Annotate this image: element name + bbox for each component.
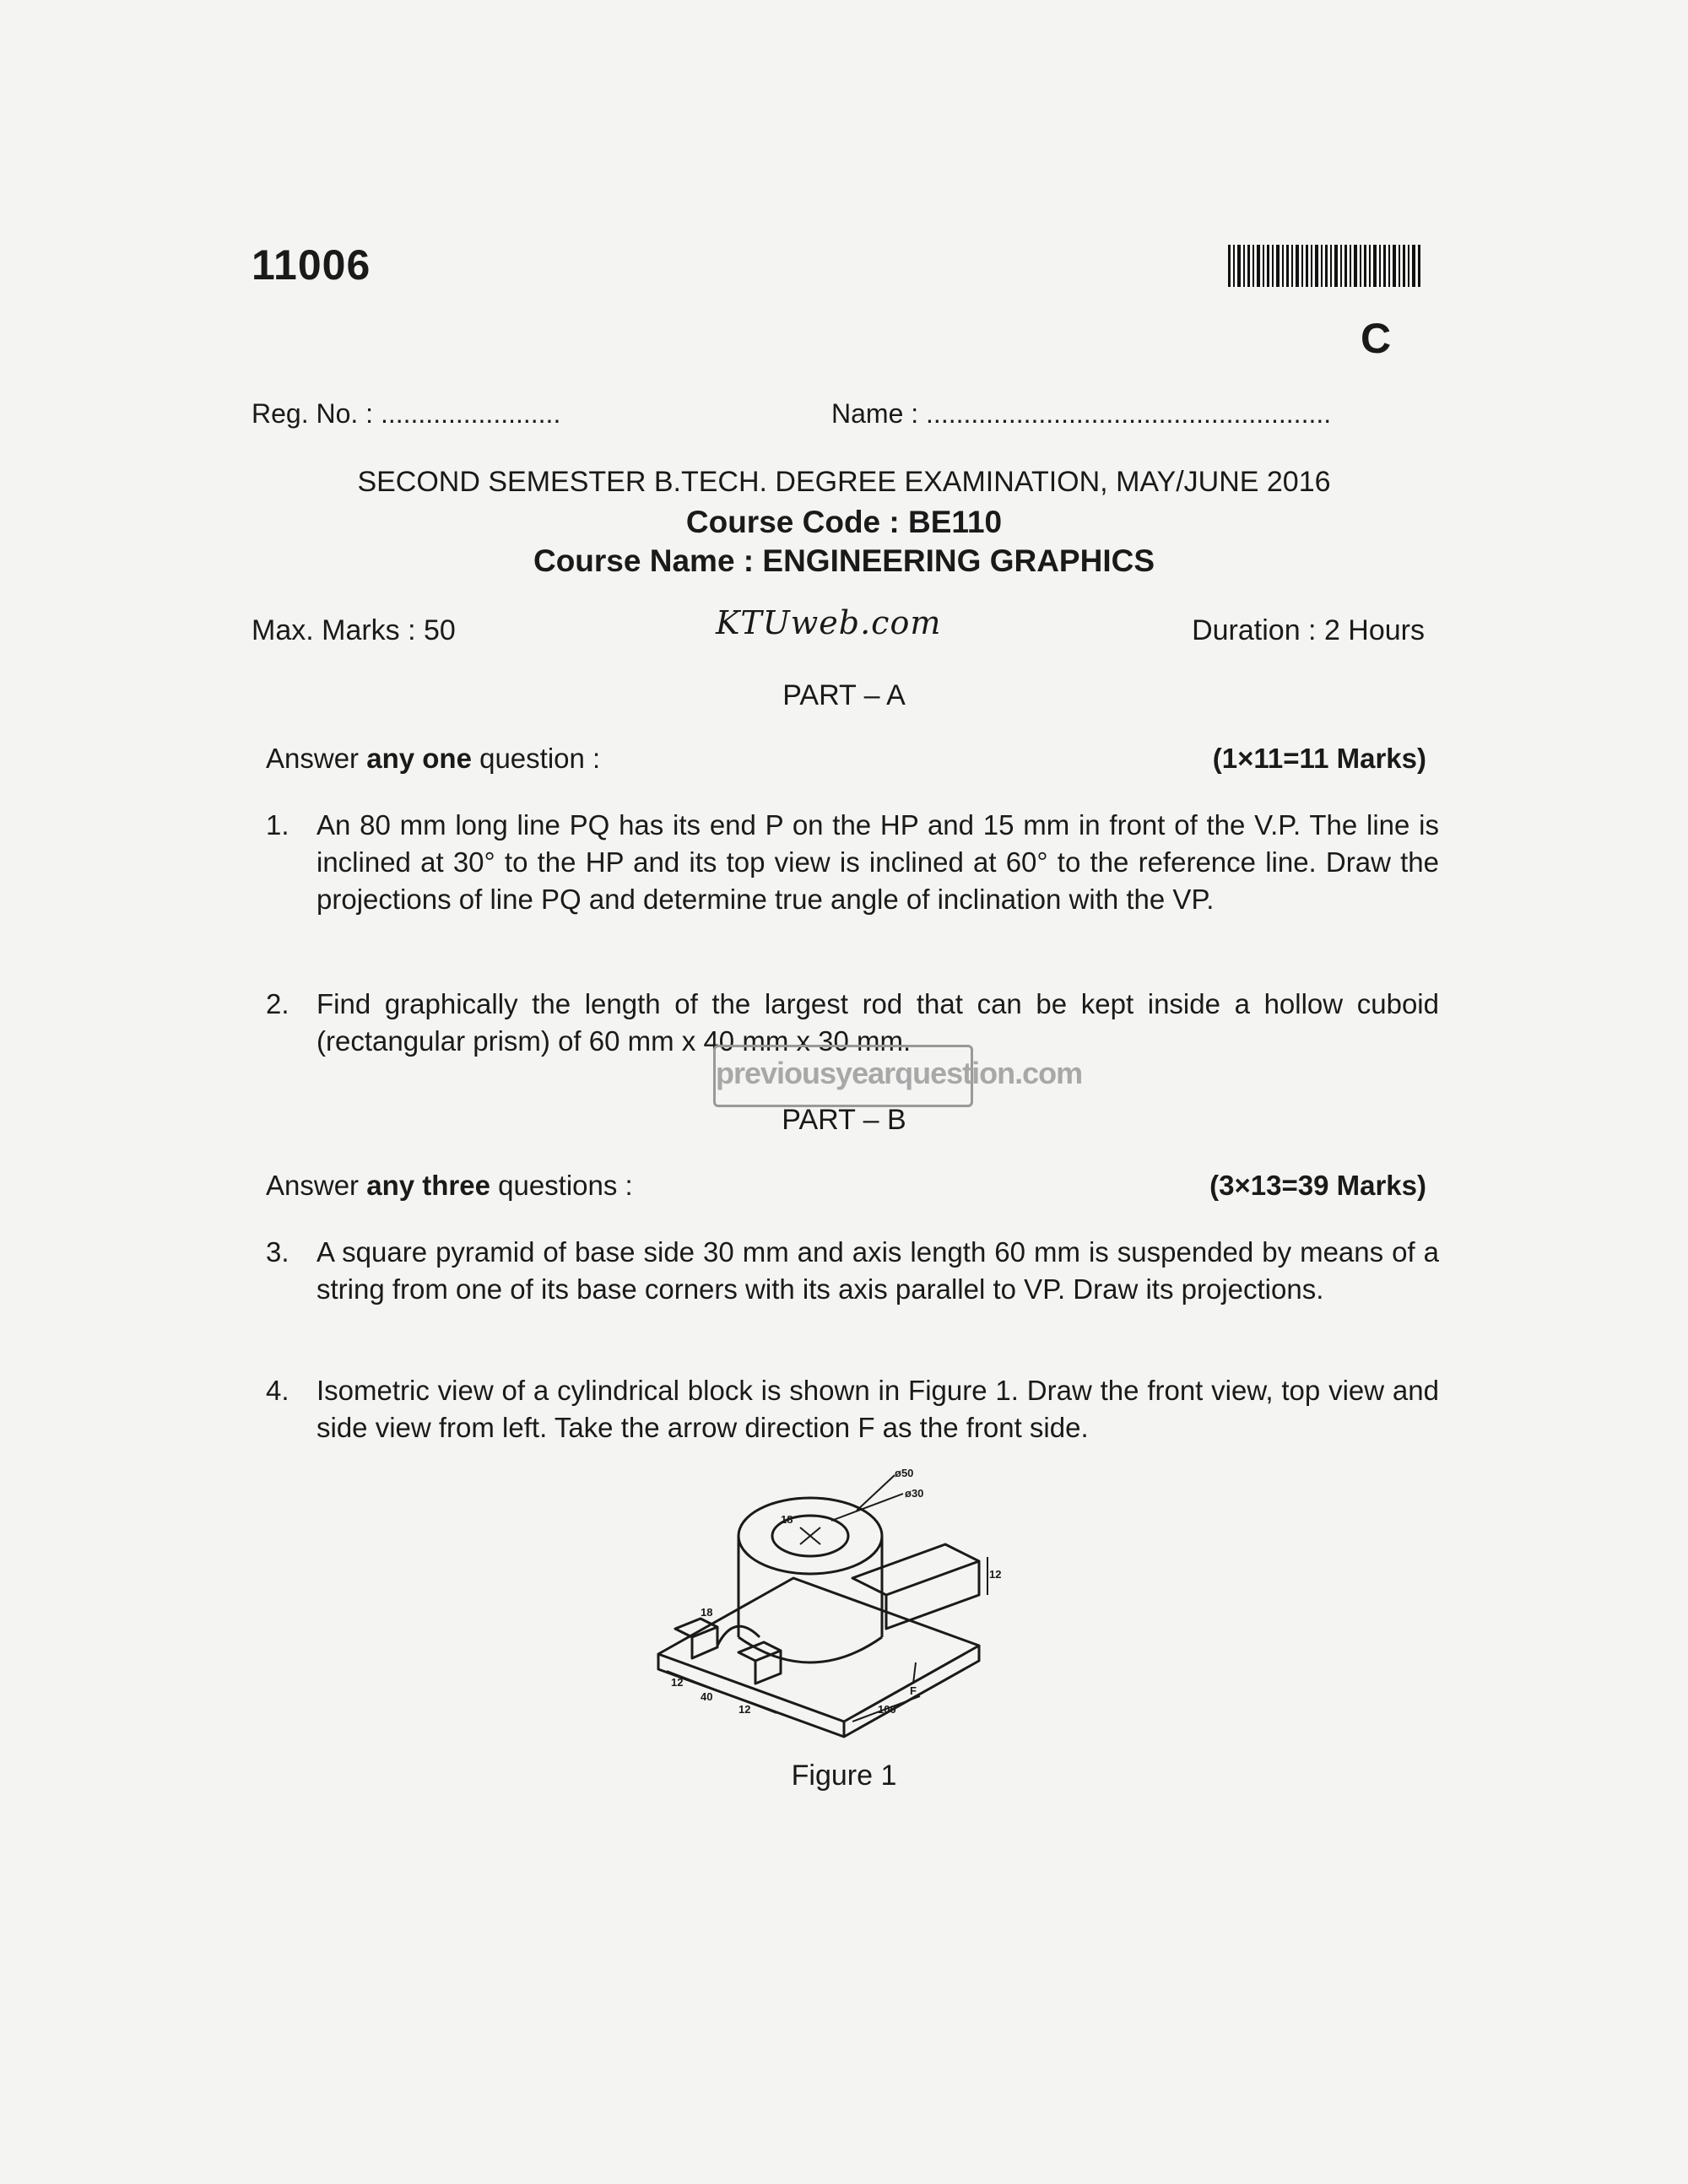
part-a-instruction	[266, 743, 600, 775]
dim-label: 100	[878, 1703, 896, 1716]
name-field: Name : ......................................................	[831, 398, 1332, 429]
barcode	[1228, 245, 1422, 287]
dim-label: F	[910, 1684, 917, 1697]
max-marks: Max. Marks : 50	[252, 614, 456, 646]
instruction-text: Answer	[266, 1170, 367, 1201]
dim-label: 40	[701, 1690, 713, 1703]
figure-1-isometric-drawing	[641, 1468, 1013, 1738]
instruction-emphasis: any one	[366, 743, 472, 774]
question-number: 4.	[266, 1375, 289, 1406]
question-text: Find graphically the length of the largest rod that can be kept inside a hollow cuboid (rectangular prism) of 60 mm x 40 mm x 30 mm.	[316, 988, 1439, 1057]
exam-title: SECOND SEMESTER B.TECH. DEGREE EXAMINATION, MAY/JUNE 2016	[357, 466, 1331, 498]
question-text: Isometric view of a cylindrical block is shown in Figure 1. Draw the front view, top view and side view from left. Take the arrow direction F as the front side.	[316, 1375, 1439, 1443]
instruction-text: question :	[471, 743, 601, 774]
dim-label: 18	[701, 1606, 713, 1619]
instruction-text: questions :	[490, 1170, 633, 1201]
course-code: Course Code : BE110	[685, 505, 1003, 539]
part-a-marks: (1×11=11 Marks)	[1212, 743, 1426, 774]
question-text: An 80 mm long line PQ has its end P on the HP and 15 mm in front of the V.P. The line is inclined at 30° to the HP and its top view is inclined at 60° to the reference line. Draw the projections of line PQ and determine true angle of inclination with the VP.	[316, 809, 1439, 915]
course-name: Course Name : ENGINEERING GRAPHICS	[533, 543, 1155, 578]
question-number: 3.	[266, 1236, 289, 1268]
dim-label: ø50	[895, 1468, 914, 1479]
question-4	[266, 1372, 1439, 1446]
figure-caption: Figure 1	[791, 1760, 897, 1792]
watermark: previousyearquestion.com	[713, 1045, 973, 1107]
question-number: 1.	[266, 809, 289, 841]
dim-label: 12	[671, 1676, 684, 1689]
question-paper-version: C	[1361, 315, 1392, 362]
question-3	[266, 1234, 1439, 1308]
part-b-heading: PART – B	[782, 1104, 906, 1136]
dim-label: 18	[781, 1513, 793, 1526]
question-1	[266, 807, 1439, 918]
handwritten-note: KTUweb.com	[716, 604, 942, 641]
question-number: 2.	[266, 988, 289, 1019]
part-b-instruction	[266, 1170, 633, 1202]
part-a-heading: PART – A	[782, 679, 906, 711]
paper-code: 11006	[252, 241, 371, 289]
dim-label: 12	[738, 1703, 751, 1716]
instruction-emphasis: any three	[366, 1170, 490, 1201]
dim-label: 12	[989, 1568, 1002, 1581]
dim-label: ø30	[905, 1487, 924, 1500]
instruction-text: Answer	[266, 743, 367, 774]
duration: Duration : 2 Hours	[1192, 614, 1425, 646]
question-text: A square pyramid of base side 30 mm and axis length 60 mm is suspended by means of a string from one of its base corners with its axis parallel to VP. Draw its projections.	[316, 1236, 1439, 1305]
reg-no-field: Reg. No. : ........................	[252, 398, 561, 429]
part-b-marks: (3×13=39 Marks)	[1209, 1170, 1426, 1201]
